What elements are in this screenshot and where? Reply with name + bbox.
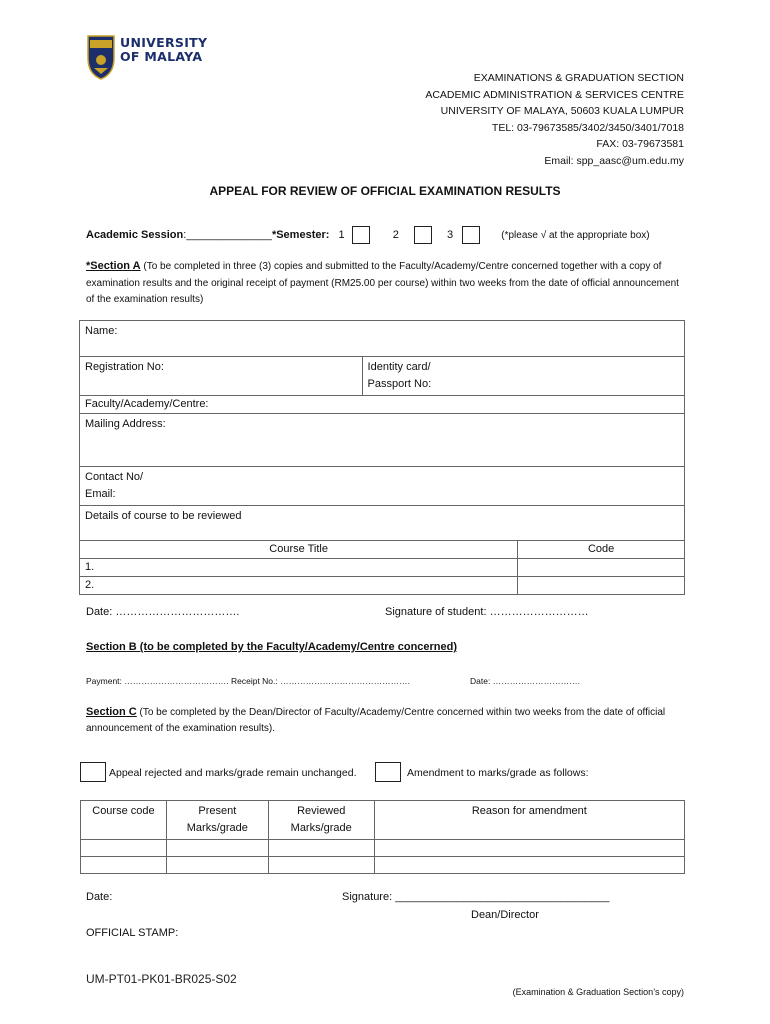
address-line: ACADEMIC ADMINISTRATION & SERVICES CENTRE <box>425 88 684 101</box>
reason-header: Reason for amendment <box>374 801 684 840</box>
crest-icon <box>86 34 116 80</box>
section-a-form <box>79 320 685 595</box>
student-date[interactable]: Date: ……………………………. <box>86 606 240 618</box>
reviewed-marks-header: Reviewed Marks/grade <box>268 801 374 840</box>
present-marks-header: Present Marks/grade <box>166 801 268 840</box>
faculty-field[interactable]: Faculty/Academy/Centre: <box>80 396 685 414</box>
amend-label: Amendment to marks/grade as follows: <box>407 767 589 779</box>
course-code-cell[interactable] <box>518 577 685 595</box>
address-line: FAX: 03-79673581 <box>596 138 684 150</box>
table-row <box>80 559 685 577</box>
session-label: Academic Session <box>86 228 184 241</box>
course-title-header: Course Title <box>80 541 518 559</box>
course-code-header: Course code <box>81 801 167 840</box>
name-field[interactable]: Name: <box>80 321 685 357</box>
amend-checkbox[interactable] <box>375 762 401 782</box>
section-c-instructions: Section C (To be completed by the Dean/Director of Faculty/Academy/Centre concerned within two weeks from the date of official announcement of the examination results). <box>86 706 666 734</box>
document-title: APPEAL FOR REVIEW OF OFFICIAL EXAMINATION RESULTS <box>209 184 561 198</box>
student-signature[interactable]: Signature of student: ……………………… <box>385 606 589 618</box>
amendment-table <box>80 800 685 874</box>
rejected-checkbox[interactable] <box>80 762 106 782</box>
header-address <box>425 70 684 169</box>
section-b-date[interactable]: Date: …………………………. <box>470 676 581 686</box>
logo-wordmark: UNIVERSITY OF MALAYA <box>120 35 208 64</box>
address-line: TEL: 03-79673585/3402/3450/3401/7018 <box>491 121 684 134</box>
copy-note: (Examination & Graduation Section’s copy) <box>512 987 684 997</box>
registration-field[interactable]: Registration No: <box>80 357 363 396</box>
table-cell[interactable] <box>374 857 684 874</box>
payment-receipt-line[interactable]: Payment: ………………………………. Receipt No.: ………………………………………. <box>86 676 410 686</box>
semester-2-checkbox[interactable] <box>414 226 432 244</box>
table-cell[interactable] <box>166 857 268 874</box>
course-code-header: Code <box>518 541 685 559</box>
semester-option-3-label: 3 <box>447 228 454 241</box>
semester-1-checkbox[interactable] <box>352 226 370 244</box>
dean-title: Dean/Director <box>471 909 539 921</box>
section-a-instructions: *Section A (To be completed in three (3) copies and submitted to the Faculty/Academy/Centre concerned together with a copy of examination results and the original receipt of payment (RM25.00 per course) within two weeks from the date of official announcement of the examination results) <box>86 260 679 305</box>
table-cell[interactable] <box>81 857 167 874</box>
dean-signature[interactable]: Signature: ___________________________________ <box>342 891 610 903</box>
form-code: UM-PT01-PK01-BR025-S02 <box>86 972 237 986</box>
rejected-label: Appeal rejected and marks/grade remain unchanged. <box>109 767 357 779</box>
contact-email-field[interactable]: Contact No/ Email: <box>80 467 685 506</box>
semester-note: (*please √ at the appropriate box) <box>501 229 650 241</box>
course-title-cell[interactable]: 2. <box>80 577 518 595</box>
identity-field[interactable]: Identity card/ Passport No: <box>362 357 684 396</box>
semester-option-2-label: 2 <box>392 228 399 241</box>
course-title-cell[interactable]: 1. <box>80 559 518 577</box>
course-code-cell[interactable] <box>518 559 685 577</box>
official-stamp-label: OFFICIAL STAMP: <box>86 927 179 939</box>
semester-option-1-label: 1 <box>338 228 345 241</box>
table-row <box>81 840 685 857</box>
section-b-heading: Section B (to be completed by the Faculty/Academy/Centre concerned) <box>86 641 458 653</box>
course-details-heading: Details of course to be reviewed <box>80 506 685 541</box>
address-line: UNIVERSITY OF MALAYA, 50603 KUALA LUMPUR <box>440 105 684 117</box>
table-row <box>80 577 685 595</box>
table-cell[interactable] <box>374 840 684 857</box>
semester-3-checkbox[interactable] <box>462 226 480 244</box>
session-blank[interactable]: :______________ <box>183 228 272 241</box>
semester-label: *Semester <box>271 228 326 241</box>
session-row: Academic Session:______________*Semester: 1 2 3 (*please √ at the appropriate box) <box>86 226 650 244</box>
table-cell[interactable] <box>166 840 268 857</box>
section-a-heading: *Section A <box>86 260 141 272</box>
table-cell[interactable] <box>268 840 374 857</box>
address-line: EXAMINATIONS & GRADUATION SECTION <box>473 72 684 84</box>
mailing-address-field[interactable]: Mailing Address: <box>80 414 685 467</box>
table-row <box>81 857 685 874</box>
table-cell[interactable] <box>81 840 167 857</box>
dean-date[interactable]: Date: <box>86 891 113 903</box>
address-line: Email: spp_aasc@um.edu.my <box>544 154 684 167</box>
university-logo <box>86 34 216 82</box>
table-cell[interactable] <box>268 857 374 874</box>
section-c-heading: Section C <box>86 706 137 718</box>
